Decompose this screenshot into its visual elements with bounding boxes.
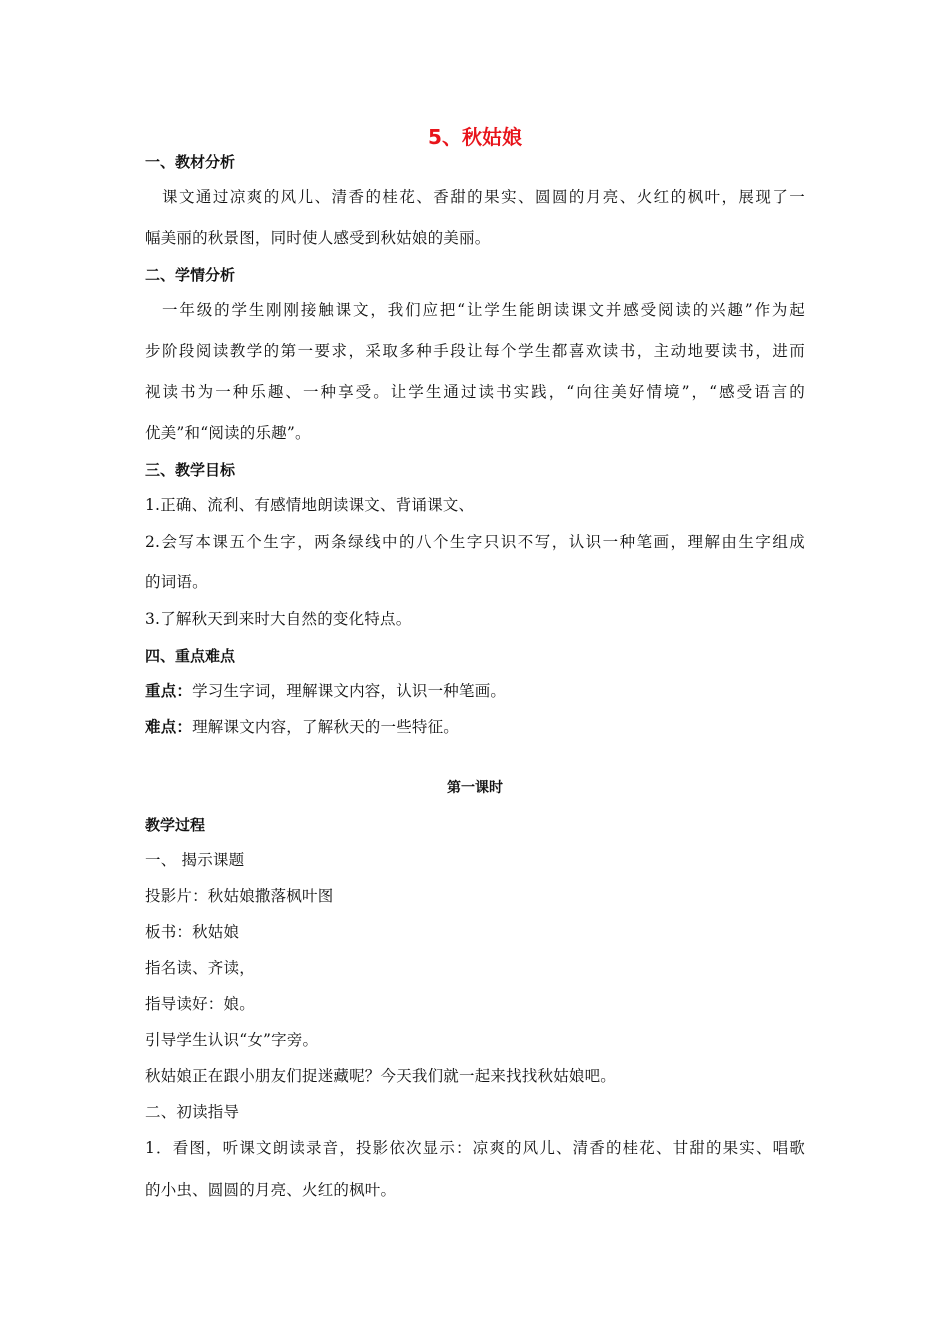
process-line: 一、 揭示课题	[145, 851, 245, 869]
lesson-heading: 第一课时	[447, 780, 503, 796]
paragraph-line: 幅美丽的秋景图，同时使人感受到秋姑娘的美丽。	[145, 229, 491, 247]
key-point-line	[145, 679, 810, 703]
process-line: 的小虫、圆圆的月亮、火红的枫叶。	[145, 1181, 397, 1199]
process-line: 指导读好：娘。	[145, 995, 255, 1013]
key-point-label: 重点：	[145, 682, 193, 700]
process-line: 二、初读指导	[145, 1103, 240, 1121]
process-heading: 教学过程	[145, 816, 206, 834]
section-heading-student-analysis: 二、学情分析	[145, 266, 236, 284]
process-line: 引导学生认识“女”字旁。	[145, 1031, 319, 1049]
paragraph-line: 一年级的学生刚刚接触课文，我们应把“让学生能朗读课文并感受阅读的兴趣”作为起	[162, 301, 805, 319]
key-point-text: 学习生字词，理解课文内容，认识一种笔画。	[192, 682, 507, 700]
paragraph-line: 步阶段阅读教学的第一要求，采取多种手段让每个学生都喜欢读书，主动地要读书，进而	[145, 342, 805, 360]
section-heading-textbook-analysis: 一、教材分析	[145, 153, 236, 171]
process-line: 板书：秋姑娘	[145, 923, 240, 941]
difficult-point-label: 难点：	[145, 718, 193, 736]
section-heading-teaching-goals: 三、教学目标	[145, 461, 236, 479]
process-line: 1．看图，听课文朗读录音，投影依次显示：凉爽的风儿、清香的桂花、甘甜的果实、唱歌	[145, 1139, 805, 1157]
process-line: 秋姑娘正在跟小朋友们捉迷藏呢？今天我们就一起来找找秋姑娘吧。	[145, 1067, 617, 1085]
goal-item: 3.了解秋天到来时大自然的变化特点。	[145, 610, 412, 628]
goal-item: 1.正确、流利、有感情地朗读课文、背诵课文、	[145, 496, 475, 514]
paragraph-line: 课文通过凉爽的风儿、清香的桂花、香甜的果实、圆圆的月亮、火红的枫叶，展现了一	[162, 188, 805, 206]
goal-item: 2.会写本课五个生字，两条绿线中的八个生字只识不写，认识一种笔画，理解由生字组成	[145, 533, 805, 551]
process-line: 投影片：秋姑娘撒落枫叶图	[145, 887, 334, 905]
paragraph-line: 优美”和“阅读的乐趣”。	[145, 424, 311, 442]
difficult-point-text: 理解课文内容，了解秋天的一些特征。	[192, 718, 460, 736]
difficult-point-line	[145, 715, 810, 739]
process-line: 指名读、齐读，	[145, 959, 255, 977]
goal-item-continued: 的词语。	[145, 573, 208, 591]
document-title: 5、秋姑娘	[428, 125, 522, 149]
section-heading-key-points: 四、重点难点	[145, 647, 236, 665]
paragraph-line: 视读书为一种乐趣、一种享受。让学生通过读书实践，“向往美好情境”，“感受语言的	[145, 383, 805, 401]
